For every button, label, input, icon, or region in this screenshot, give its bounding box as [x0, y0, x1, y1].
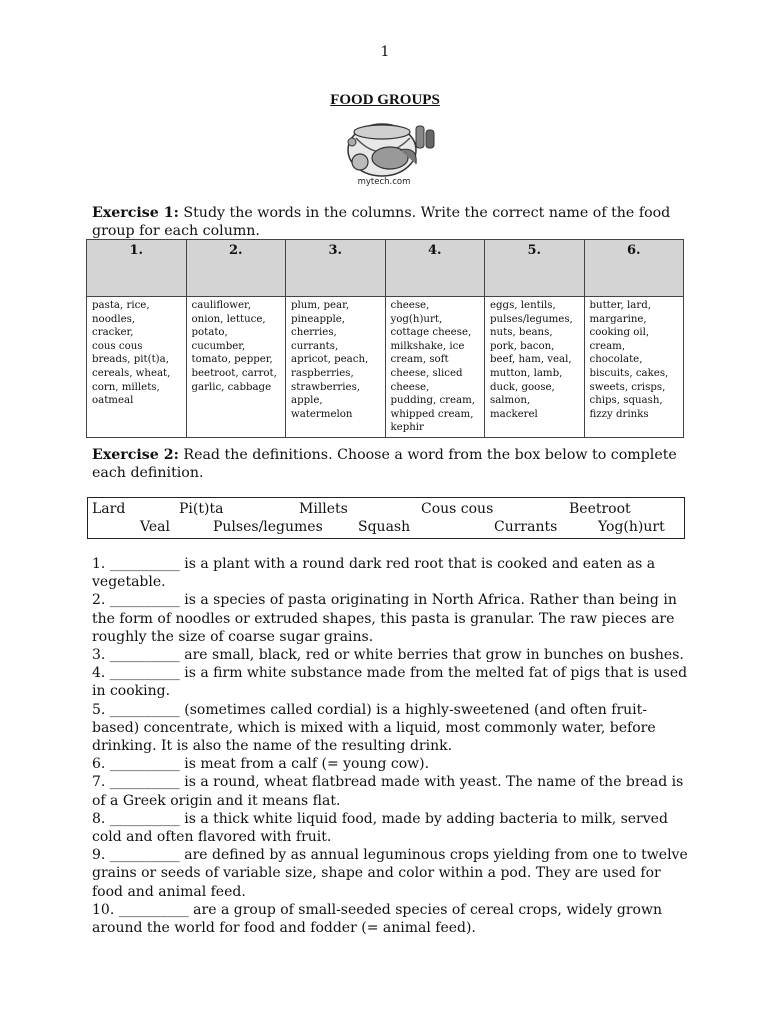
food-item: pork, bacon, [490, 340, 555, 352]
definition-item: 4. __________ is a firm white substance made from the melted fat of pigs that is used in cooking. [92, 665, 688, 700]
definition-item: 2. __________ is a species of pasta originating in North Africa. Rather than being in the form of noodles or extruded shapes, this pasta is granular. The raw pieces are roughly the size of coarse sugar grains. [92, 592, 677, 645]
food-item: chocolate, [589, 354, 643, 366]
definition-item: 3. __________ are small, black, red or white berries that grow in bunches on bushes. [92, 647, 684, 664]
food-item: tomato, pepper, [191, 354, 273, 366]
food-item: oatmeal [92, 395, 134, 407]
exercise-2-instruction [92, 446, 692, 482]
word-box-item: Squash [358, 519, 411, 535]
food-item: eggs, lentils, [490, 300, 556, 311]
word-box-item: Veal [140, 519, 170, 535]
food-item: yog(h)urt, [390, 313, 443, 325]
food-column-5 [485, 297, 585, 438]
food-item: cheese, [390, 381, 430, 393]
page-number: 1 [380, 44, 390, 60]
food-item: potato, [191, 327, 228, 339]
food-item: fizzy drinks [589, 408, 649, 420]
food-item: cream, [589, 340, 626, 352]
food-item: sweets, crisps, [589, 381, 666, 393]
food-item: plum, pear, [291, 300, 350, 311]
food-column-3 [286, 297, 386, 438]
food-item: apricot, peach, [291, 354, 369, 366]
food-item: cheese, sliced [390, 367, 463, 379]
definition-item: 7. __________ is a round, wheat flatbread made with yeast. The name of the bread is of a Greek origin and it means flat. [92, 774, 684, 809]
exercise-1-instruction [92, 204, 692, 240]
food-item: onion, lettuce, [191, 313, 266, 325]
food-item: cous cous [92, 340, 143, 352]
exercise-2-label: Exercise 2: [92, 447, 179, 463]
page-title: FOOD GROUPS [330, 92, 440, 108]
word-box-item: Currants [494, 519, 558, 535]
word-box-item: Pulses/legumes [213, 519, 323, 535]
food-item: corn, millets, [92, 381, 160, 393]
food-item: cauliflower, [191, 300, 252, 311]
food-item: mackerel [490, 408, 538, 420]
food-item: cheese, [390, 300, 430, 311]
food-item: cereals, wheat, [92, 367, 171, 379]
word-box-item: Lard [92, 501, 126, 517]
definition-item: 10. __________ are a group of small-seeded species of cereal crops, widely grown around the world for food and fodder (= animal feed). [92, 901, 662, 937]
word-box-item: Millets [299, 501, 348, 517]
food-item: cracker, [92, 327, 134, 339]
column-header: 4. [385, 240, 485, 297]
food-column-4 [385, 297, 485, 438]
word-box-item: Pi(t)ta [179, 501, 224, 517]
food-item: chips, squash, [589, 395, 663, 407]
exercise-1-label: Exercise 1: [92, 205, 179, 221]
definition-item: 9. __________ are defined by as annual leguminous crops yielding from one to twelve grains or seeds of variable size, shape and color within a pod. They are used for food and animal feed. [92, 847, 688, 900]
food-column-1 [87, 297, 187, 438]
food-item: garlic, cabbage [191, 381, 272, 393]
column-header: 2. [186, 240, 286, 297]
food-item: noodles, [92, 313, 136, 325]
column-header: 5. [485, 240, 585, 297]
food-item: pasta, rice, [92, 300, 150, 311]
food-item: nuts, beans, [490, 327, 553, 339]
food-item: apple, [291, 395, 323, 407]
food-item: raspberries, [291, 367, 354, 379]
column-header: 3. [286, 240, 386, 297]
food-item: cream, soft [390, 354, 449, 366]
food-item: cottage cheese, [390, 327, 472, 339]
food-item: cherries, [291, 327, 337, 339]
food-item: currants, [291, 340, 339, 352]
food-item: beetroot, carrot, [191, 367, 277, 379]
food-item: milkshake, ice [390, 340, 465, 352]
word-box [87, 497, 685, 539]
food-item: beef, ham, veal, [490, 354, 572, 366]
food-item: watermelon [291, 408, 353, 420]
food-column-6 [584, 297, 684, 438]
food-item: pudding, cream, [390, 395, 476, 407]
definition-item: 1. __________ is a plant with a round dark red root that is cooked and eaten as a vegetable. [92, 556, 656, 591]
food-item: cucumber, [191, 340, 246, 352]
food-item: butter, lard, [589, 300, 651, 311]
definition-item: 6. __________ is meat from a calf (= young cow). [92, 756, 430, 773]
definition-item: 8. __________ is a thick white liquid food, made by adding bacteria to milk, served cold and often flavored with fruit. [92, 810, 668, 846]
food-item: duck, goose, [490, 381, 555, 393]
column-header: 6. [584, 240, 684, 297]
column-header: 1. [87, 240, 187, 297]
word-box-item: Yog(h)urt [598, 519, 665, 535]
exercise-1-text: Study the words in the columns. Write the correct name of the food group for each column. [92, 205, 671, 239]
food-item: margarine, [589, 313, 647, 325]
food-item: salmon, [490, 395, 531, 407]
food-item: kephir [390, 422, 424, 434]
food-item: pulses/legumes, [490, 313, 573, 325]
logo-caption: mytech.com [357, 177, 411, 187]
food-item: biscuits, cakes, [589, 367, 669, 379]
word-box-item: Beetroot [569, 501, 631, 517]
definitions-list [92, 555, 692, 937]
definition-item: 5. __________ (sometimes called cordial) is a highly-sweetened (and often fruit-based) concentrate, which is mixed with a liquid, most commonly water, before drinking. It is also the name of the resulting drink. [92, 701, 656, 755]
food-groups-table [86, 239, 684, 438]
exercise-2-text: Read the definitions. Choose a word from the box below to complete each definition. [92, 447, 677, 481]
food-item: strawberries, [291, 381, 361, 393]
food-item: breads, pit(t)a, [92, 354, 169, 366]
word-box-item: Cous cous [421, 501, 494, 517]
food-item: cooking oil, [589, 327, 650, 339]
food-column-2 [186, 297, 286, 438]
food-item: pineapple, [291, 313, 346, 325]
food-item: whipped cream, [390, 408, 474, 420]
food-item: mutton, lamb, [490, 367, 563, 379]
